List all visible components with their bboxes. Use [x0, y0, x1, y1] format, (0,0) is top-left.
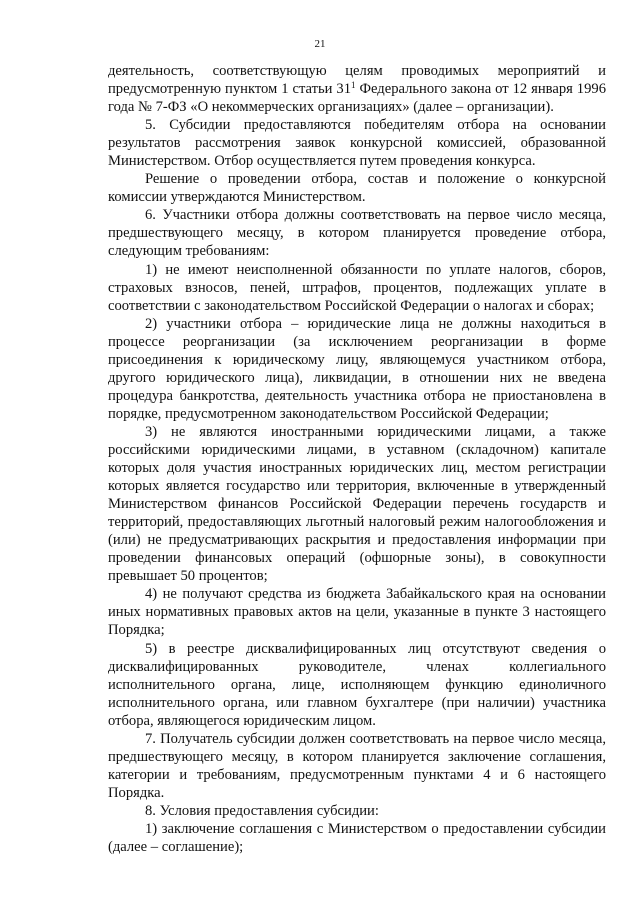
paragraph-item-5: 5. Субсидии предоставляются победителям отбора на основании результатов рассмотрения заявок конкурсной комиссией, образованной Министерством. Отбор осуществляется путем проведения конкурса.	[108, 117, 606, 170]
page-number: 21	[314, 38, 326, 50]
paragraph-text-a: деятельность, соответствующую целям проводимых мероприятий и предусмотренную пунктом 1 статьи 31	[108, 63, 606, 98]
paragraph-subitem-2: 2) участники отбора – юридические лица не должны находиться в процессе реорганизации (за исключением реорганизации в форме присоединения к юридическому лицу, являющемуся участником отбора, другого юридического лица), ликвидации, в отношении них не введена процедура банкротства, деятельность участника отбора не приостановлена в порядке, предусмотренном законодательством Российской Федерации;	[108, 315, 606, 422]
paragraph-item-7: 7. Получатель субсидии должен соответствовать на первое число месяца, предшествующего месяцу, в котором планируется заключение соглашения, категории и требованиям, предусмотренным пунктами 4 и 6 настоящего Порядка.	[108, 730, 606, 801]
paragraph-commission-decision: Решение о проведении отбора, состав и положение о конкурсной комиссии утверждаются Министерством.	[108, 171, 606, 206]
paragraph-subitem-4: 4) не получают средства из бюджета Забайкальского края на основании иных нормативных правовых актов на цели, указанные в пункте 3 настоящего Порядка;	[108, 586, 606, 639]
document-body	[108, 62, 606, 856]
paragraph-text-b: Федерального закона от 12 января 1996 года № 7-ФЗ «О некоммерческих организациях» (далее – организации).	[108, 81, 606, 116]
paragraph-item-8: 8. Условия предоставления субсидии:	[145, 802, 379, 819]
paragraph-item-6: 6. Участники отбора должны соответствовать на первое число месяца, предшествующего месяцу, в котором планируется проведение отбора, следующим требованиям:	[108, 207, 606, 260]
paragraph-continuation	[108, 62, 606, 116]
paragraph-item-8-subitem-1: 1) заключение соглашения с Министерством о предоставлении субсидии (далее – соглашение);	[108, 820, 606, 856]
paragraph-subitem-5: 5) в реестре дисквалифицированных лиц отсутствуют сведения о дисквалифицированных руководителе, членах коллегиального исполнительного органа, лице, исполняющем функцию единоличного исполнительного органа, или главном бухгалтере (при наличии) участника отбора, являющегося юридическим лицом.	[108, 640, 606, 729]
paragraph-subitem-1: 1) не имеют неисполненной обязанности по уплате налогов, сборов, страховых взносов, пеней, штрафов, процентов, подлежащих уплате в соответствии с законодательством Российской Федерации о налогах и сборах;	[108, 261, 606, 314]
paragraph-subitem-3: 3) не являются иностранными юридическими лицами, а также российскими юридическими лицами, в уставном (складочном) капитале которых доля участия иностранных юридических лиц, местом регистрации которых является государство или территория, включенные в утвержденный Министерством финансов Российской Федерации перечень государств и территорий, предоставляющих льготный налоговый режим налогообложения и (или) не предусматривающих раскрытия и предоставления информации при проведении финансовых операций (офшорные зоны), в совокупности превышает 50 процентов;	[108, 423, 606, 585]
footnote-superscript: 1	[351, 80, 356, 91]
